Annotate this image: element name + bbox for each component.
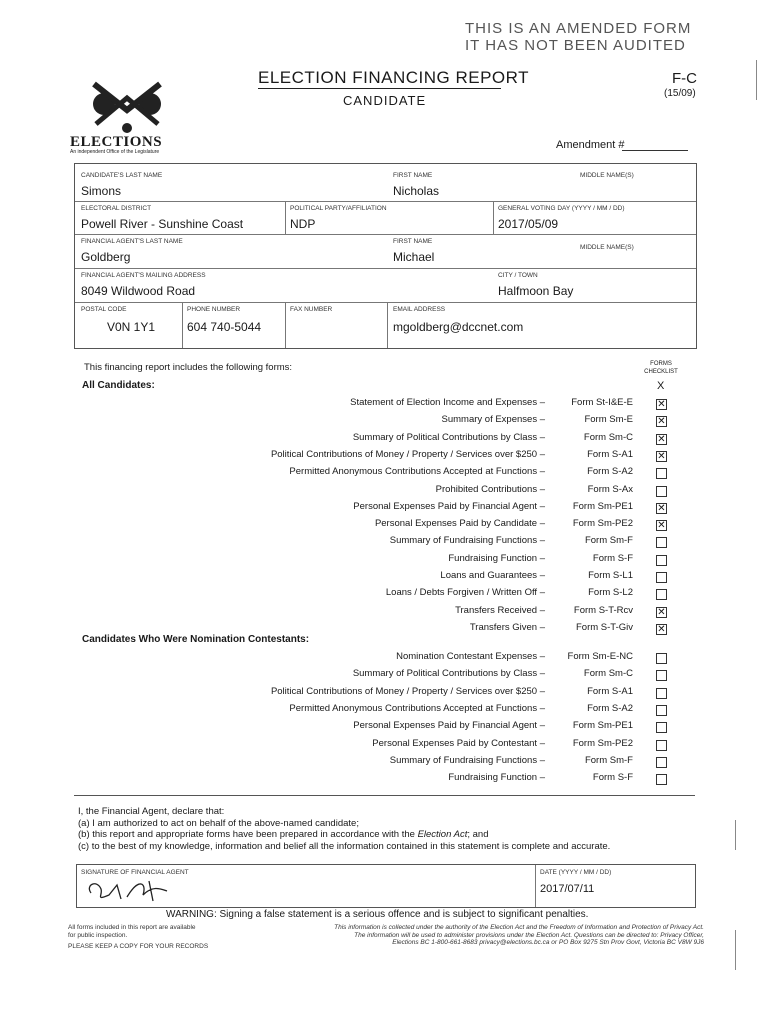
forms-checklist-header: FORMS CHECKLIST [644,361,678,375]
form-checkbox[interactable]: ✕ [657,502,666,514]
form-checkbox[interactable]: ✕ [657,433,666,445]
form-row [0,518,545,532]
agent-middle-name-label: MIDDLE NAME(S) [580,244,634,251]
form-row [0,668,545,682]
scan-mark [735,930,736,970]
party-label: POLITICAL PARTY/AFFILIATION [290,205,387,212]
form-description: Personal Expenses Paid by Financial Agent – [353,500,545,512]
form-description: Fundraising Function – [448,552,545,564]
form-checkbox[interactable]: ✕ [657,623,666,635]
form-row [0,484,545,498]
form-code: Form Sm-C [583,668,633,680]
logo-text: ELECTIONS [70,134,163,150]
fax-label: FAX NUMBER [290,306,333,313]
agent-first-name-field[interactable]: Michael [393,250,435,264]
divider [493,201,494,234]
forms-intro: This financing report includes the following forms: [84,362,293,373]
form-checkbox[interactable]: ✕ [657,416,666,428]
form-row [0,651,545,665]
form-checkbox[interactable] [656,572,667,583]
agent-address-field[interactable]: 8049 Wildwood Road [81,284,196,298]
form-checkbox[interactable] [656,705,667,716]
declaration-line-4: (c) to the best of my knowledge, information and belief all the information contained in this statement is complete and accurate. [78,840,611,852]
agent-last-name-field[interactable]: Goldberg [81,250,131,264]
amended-stamp [465,20,691,54]
form-code: Form S-L1 [588,570,633,581]
form-description: Political Contributions of Money / Property / Services over $250 – [270,685,545,697]
logo-subtext: An independent Office of the Legislature [70,149,160,155]
form-row [0,535,545,549]
form-code: Form St-I&E-E [571,397,633,408]
form-checkbox[interactable] [656,757,667,768]
scan-mark [756,60,757,100]
declaration [78,806,610,852]
divider [285,201,286,234]
voting-day-label: GENERAL VOTING DAY (YYYY / MM / DD) [498,205,625,212]
form-description: Permitted Anonymous Contributions Accepted at Functions – [289,702,545,714]
agent-last-name-label: FINANCIAL AGENT'S LAST NAME [81,238,183,245]
form-description: Fundraising Function – [448,772,545,784]
form-code: Form S-Ax [587,483,633,495]
divider [75,302,696,303]
form-description: Summary of Political Contributions by Class – [352,431,545,443]
date-field[interactable]: 2017/07/11 [540,883,595,895]
form-code: Form S-F [592,552,633,564]
form-row [0,553,545,567]
checklist-x-header: X [657,380,665,392]
footer-left-3: PLEASE KEEP A COPY FOR YOUR RECORDS [68,943,209,950]
amendment-label: Amendment # [556,139,625,151]
divider [535,865,536,907]
form-code: Form S-T-Rcv [573,604,633,616]
form-title: ELECTION FINANCING REPORT [258,68,529,87]
phone-field[interactable]: 604 740-5044 [187,320,262,334]
form-checkbox[interactable] [656,774,667,785]
form-checkbox[interactable] [656,740,667,751]
email-label: EMAIL ADDRESS [393,306,446,313]
district-field[interactable]: Powell River - Sunshine Coast [81,217,244,231]
form-checkbox[interactable] [656,670,667,681]
form-description: Statement of Election Income and Expenses – [350,397,545,408]
footer-left-2: for public inspection. [68,931,128,939]
agent-city-label: CITY / TOWN [498,272,538,279]
form-description: Transfers Received – [455,604,545,616]
all-candidates-heading: All Candidates: [82,380,155,391]
district-label: ELECTORAL DISTRICT [81,205,152,212]
nomination-contestants-heading: Candidates Who Were Nomination Contestants: [82,634,310,645]
footer-left [68,924,208,951]
form-row [0,755,545,769]
form-row [0,686,545,700]
form-code: Form Sm-F [584,754,633,766]
form-description: Summary of Political Contributions by Class – [352,668,545,680]
signature-label: SIGNATURE OF FINANCIAL AGENT [81,869,189,876]
candidate-last-name-field[interactable]: Simons [81,184,122,198]
divider [75,268,696,269]
form-checkbox[interactable] [656,589,667,600]
form-description: Summary of Fundraising Functions – [389,754,545,766]
form-checkbox[interactable] [656,688,667,699]
form-checkbox[interactable] [656,468,667,479]
declaration-line-3c: ; and [467,829,489,840]
form-checkbox[interactable] [656,537,667,548]
form-checkbox[interactable] [656,722,667,733]
candidate-first-name-field[interactable]: Nicholas [393,184,440,198]
form-code: Form Sm-PE1 [572,720,633,732]
agent-first-name-label: FIRST NAME [393,238,433,245]
candidate-info-section [74,163,697,349]
footer-right-2: The information will be used to administer provisions under the Election Act. Questions can be directed to: Privacy Officer, [354,931,704,939]
voting-day-field[interactable]: 2017/05/09 [498,217,559,231]
warning-text: WARNING: Signing a false statement is a serious offence and is subject to significant penalties. [166,909,589,920]
declaration-line-1: I, the Financial Agent, declare that: [78,806,225,817]
form-row [0,587,545,601]
elections-logo-icon [84,76,170,134]
form-row [0,738,545,752]
form-checkbox[interactable]: ✕ [657,399,666,410]
form-checkbox[interactable] [656,555,667,566]
form-row [0,414,545,428]
form-code: F-C [672,70,697,87]
scan-mark [735,820,736,850]
form-code: Form Sm-PE2 [572,737,633,749]
stamp-line-2: IT HAS NOT BEEN AUDITED [465,37,686,54]
form-description: Nomination Contestant Expenses – [396,651,545,662]
form-code: Form S-A2 [587,466,633,478]
form-checkbox[interactable]: ✕ [657,520,666,532]
form-code: Form S-L2 [588,587,633,599]
form-description: Transfers Given – [469,621,545,633]
candidate-middle-name-label: MIDDLE NAME(S) [580,172,634,179]
form-row [0,449,545,463]
footer-right-3: Elections BC 1-800-661-8683 privacy@elections.bc.ca or PO Box 9275 Stn Prov Govt, Victoria BC V8W 9J6 [392,939,704,946]
form-description: Summary of Expenses – [441,414,545,426]
form-row [0,772,545,786]
divider [75,201,696,202]
candidate-first-name-label: FIRST NAME [393,172,433,179]
divider [285,302,286,348]
declaration-line-3 [78,829,610,841]
form-row [0,605,545,619]
date-label: DATE (YYYY / MM / DD) [540,869,612,876]
form-code: Form S-A2 [587,702,633,714]
footer-left-1: All forms included in this report are available [68,924,196,931]
form-description: Loans / Debts Forgiven / Written Off – [385,587,545,599]
amendment-field[interactable] [622,150,688,151]
form-description: Personal Expenses Paid by Contestant – [372,737,545,749]
form-description: Loans and Guarantees – [440,570,545,581]
section-divider [74,795,695,796]
footer-right [252,924,704,947]
form-row [0,501,545,515]
postal-code-field[interactable]: V0N 1Y1 [107,320,156,334]
phone-label: PHONE NUMBER [187,306,241,313]
party-field[interactable]: NDP [290,217,316,231]
form-description: Political Contributions of Money / Property / Services over $250 – [270,448,545,460]
agent-address-label: FINANCIAL AGENT'S MAILING ADDRESS [81,272,206,279]
form-code: Form Sm-PE2 [572,518,633,530]
form-row [0,570,545,584]
form-row [0,466,545,480]
divider [75,234,696,235]
form-revision: (15/09) [664,88,696,99]
form-checkbox[interactable] [656,653,667,664]
form-subtitle: CANDIDATE [343,93,427,108]
form-checkbox[interactable] [656,486,667,497]
declaration-line-2: (a) I am authorized to act on behalf of the above-named candidate; [78,817,359,829]
form-code: Form Sm-E [584,414,633,426]
form-row [0,720,545,734]
stamp-line-1: THIS IS AN AMENDED FORM [465,20,692,37]
form-checkbox[interactable]: ✕ [657,450,666,462]
form-code: Form Sm-F [584,535,633,547]
form-description: Personal Expenses Paid by Candidate – [374,518,545,530]
form-code: Form Sm-E-NC [567,651,633,662]
form-description: Prohibited Contributions – [435,483,545,495]
election-act-ref: Election Act [417,829,468,840]
candidate-last-name-label: CANDIDATE'S LAST NAME [81,172,163,179]
title-underline [258,88,501,89]
form-code: Form S-F [592,772,633,784]
divider [387,302,388,348]
form-description: Summary of Fundraising Functions – [389,535,545,547]
form-code: Form S-T-Giv [576,621,633,633]
agent-city-field[interactable]: Halfmoon Bay [498,284,574,298]
signature-mark-icon[interactable] [83,875,193,905]
form-row [0,432,545,446]
form-code: Form Sm-PE1 [572,500,633,512]
form-row [0,703,545,717]
footer-right-1: This information is collected under the authority of the Election Act and the Freedom of Information and Protection of Privacy Act. [334,924,704,931]
declaration-line-3a: (b) this report and appropriate forms have been prepared in accordance with the [78,829,418,840]
form-description: Permitted Anonymous Contributions Accepted at Functions – [289,466,545,478]
form-code: Form Sm-C [583,431,633,443]
email-field[interactable]: mgoldberg@dccnet.com [393,320,524,334]
form-row [0,397,545,411]
postal-code-label: POSTAL CODE [81,306,127,313]
form-checkbox[interactable]: ✕ [657,606,666,618]
form-code: Form S-A1 [587,448,633,460]
form-code: Form S-A1 [587,685,633,697]
signature-section [76,864,696,908]
divider [182,302,183,348]
form-description: Personal Expenses Paid by Financial Agent – [353,720,545,732]
